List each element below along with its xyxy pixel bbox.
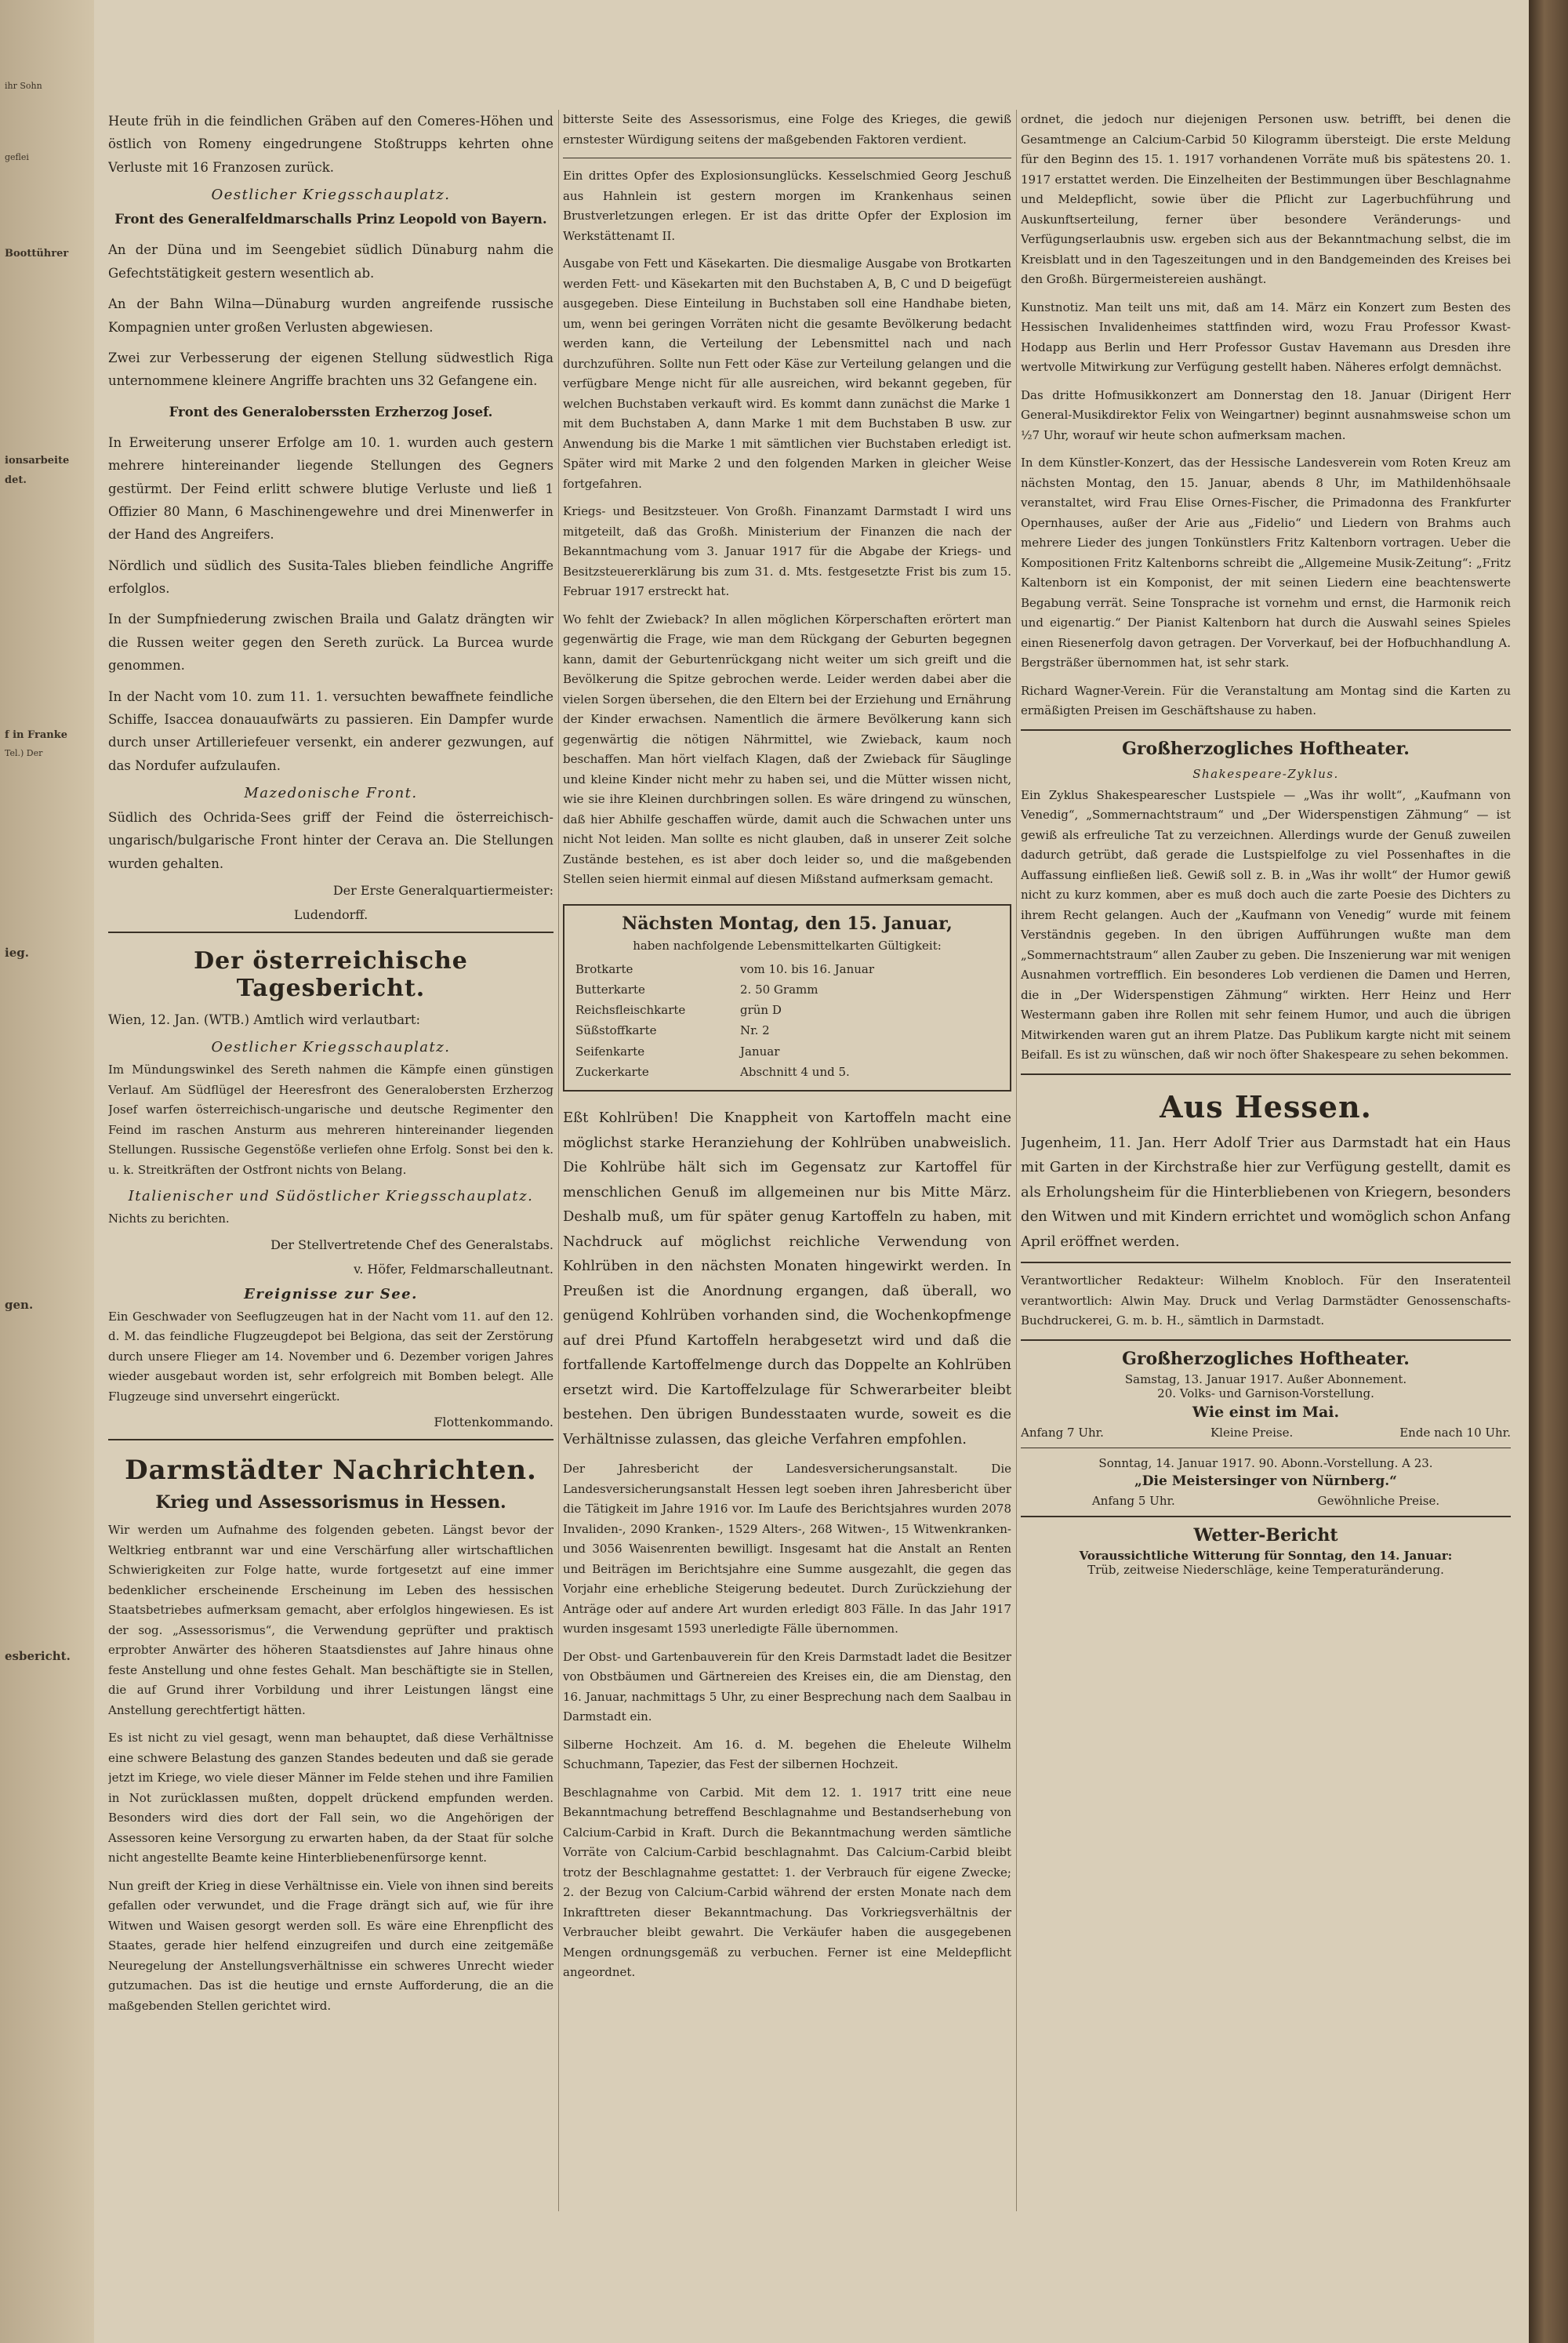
darmstadt-news-heading: Darmstädter Nachrichten. — [125, 1455, 537, 1487]
weather-forecast: Trüb, zeitweise Niederschläge, keine Temperaturänderung. — [1087, 1562, 1444, 1577]
article-text: Ein drittes Opfer des Explosionsunglücks. Kesselschmied Georg Jeschuß aus Hahnlein ist gestern morgen im Krankenhaus seinen Brustverletzungen erlegen. Er ist das dritte Opfer der Explosion im Werkstättenamt II. — [563, 169, 1011, 243]
ration-value: Januar — [740, 1044, 780, 1059]
section-heading: Shakespeare-Zyklus. — [1192, 766, 1339, 781]
divider — [1021, 1262, 1511, 1263]
divider — [108, 1439, 554, 1440]
newspaper-page — [94, 0, 1529, 2343]
program-date: Sonntag, 14. Januar 1917. 90. Abonn.-Vorstellung. A 23. — [1098, 1455, 1433, 1470]
ration-row — [575, 1041, 999, 1062]
ration-value: 2. 50 Gramm — [740, 982, 818, 997]
ration-value: vom 10. bis 16. Januar — [740, 961, 874, 976]
article-text: Wo fehlt der Zwieback? In allen möglichen Körperschaften erörtert man gegenwärtig die Frage, wie man dem Rückgang der Geburten begegnen kann, damit der Geburtenrückgang nicht weiter um sich greift und die Bevölkerung die Spitze gebrochen werde. Leider werden dabei aber die vielen Sorgen übersehen, die den Eltern bei der Erziehung und Ernährung der Kinder erwachsen. Namentlich die ärmere Bevölkerung kann sich gegenwärtig die nötigen Nährmittel, wie Zwieback, kaum noch beschaffen. Man hört vielfach Klagen, daß der Zwieback für Säuglinge und kleine Kinder nicht mehr zu haben sei, und die Mütter wissen nicht, wie sie ihre Kleinen durchbringen sollen. Es wäre dringend zu wünschen, daß hier Abhilfe geschaffen würde, damit auch die Schwachen unter uns nicht Not leiden. Man sollte es nicht glauben, daß in unserer Zeit solche Zustände bestehen, es ist aber doch leider so, und die maßgebenden Stellen seien hiermit einmal auf diesen Mißstand aufmerksam gemacht. — [563, 612, 1011, 886]
side-fragment: gen. — [5, 1297, 34, 1312]
ration-name: Zuckerkarte — [575, 1064, 649, 1079]
program-start: Anfang 5 Uhr. — [1091, 1493, 1175, 1508]
divider — [1021, 1339, 1511, 1341]
article-text: Wir werden um Aufnahme des folgenden gebeten. Längst bevor der Weltkrieg entbrannt war und eine Verschärfung aller wirtschaftlichen Schwierigkeiten zur Folge hatte, wurde fortgesetzt auf eine immer bedenklicher erscheinende Erscheinung im Leben des hessischen Staatsbetriebes aufmerksam gemacht, aber erfolglos hingewiesen. Es ist der sog. „Assessorismus“, die Verwendung geprüfter und praktisch erprobter Anwärter des höheren Staatsdienstes auf Jahre hinaus ohne feste Anstellung und ohne festes Gehalt. Man beschäftigte sie in Stellen, die auf Grund ihrer Vorbildung und ihrer Leistungen längst eine Anstellung gerechtfertigt hätten. — [108, 1523, 554, 1717]
article-text: Zwei zur Verbesserung der eigenen Stellung südwestlich Riga unternommene kleinere Angriffe brachten uns 32 Gefangene ein. — [108, 350, 554, 389]
column-1 — [108, 110, 554, 2227]
ration-value: grün D — [740, 1003, 782, 1017]
article-text: Nördlich und südlich des Susita-Tales blieben feindliche Angriffe erfolglos. — [108, 558, 554, 597]
program-prices: Gewöhnliche Preise. — [1317, 1493, 1440, 1508]
article-text: Nichts zu berichten. — [108, 1211, 230, 1226]
theater-heading: Großherzogliches Hoftheater. — [1122, 738, 1410, 759]
ration-row — [575, 1000, 999, 1020]
austrian-report-heading: Der österreichische Tagesbericht. — [194, 947, 468, 1003]
divider — [1021, 729, 1511, 731]
article-text: Ausgabe von Fett und Käsekarten. Die diesmalige Ausgabe von Brotkarten werden Fett- und Käsekarten mit den Buchstaben A, B, C und D beigefügt ausgegeben. Diese Einteilung in Buchstaben soll eine Handhabe bieten, um, wenn bei geringen Vorräten nicht die gesamte Bevölkerung bedacht werden kann, die Verteilung der Lebensmittel nach und nach durchzuführen. Sollte nun Fett oder Käse zur Verteilung gelangen und die verfügbare Menge nicht für alle ausreichen, wird bekannt gegeben, für welchen Buchstaben verkauft wird. Es kommt dann zunächst die Marke 1 mit dem Buchstaben A, dann Marke 1 mit dem Buchstaben B usw. zur Anwendung bis die Marke 1 mit sämtlichen vier Buchstaben erledigt ist. Später wird mit Marke 2 und den folgenden Marken in gleicher Weise fortgefahren. — [563, 256, 1011, 491]
article-text: Das dritte Hofmusikkonzert am Donnerstag den 18. Januar (Dirigent Herr General-Musikdirektor Felix von Weingartner) beginnt ausnahmsweise schon um ½7 Uhr, worauf wir heute schon aufmerksam machen. — [1021, 387, 1511, 442]
article-text: Im Mündungswinkel des Sereth nahmen die Kämpfe einen günstigen Verlauf. Am Südflügel der Heeresfront des Generalobersten Erzherzog Josef warfen österreichisch-ungarische und deutsche Regimenter den Feind im raschen Ansturm aus mehreren hintereinander liegenden Stellungen. Russische Gegenstöße verliefen ohne Erfolg. Sonst bei den k. u. k. Streitkräften der Ostfront nichts von Belang. — [108, 1063, 554, 1177]
article-text: Kunstnotiz. Man teilt uns mit, daß am 14. März ein Konzert zum Besten des Hessischen Invalidenheimes stattfinden wird, wozu Frau Professor Kwast-Hodapp aus Berlin und Herr Professor Gustav Havemann aus Dresden ihre wertvolle Mitwirkung zur Verfügung gestellt haben. Näheres erfolgt demnächst. — [1021, 300, 1511, 374]
program-end: Ende nach 10 Uhr. — [1399, 1425, 1511, 1440]
side-fragment: ihr Sohn — [5, 81, 42, 91]
side-fragment: esbericht. — [5, 1649, 71, 1664]
side-fragment: Boottührer — [5, 247, 69, 260]
signature: Der Stellvertretende Chef des Generalstabs. — [270, 1237, 554, 1252]
hessen-heading: Aus Hessen. — [1160, 1088, 1372, 1124]
section-heading: Oestlicher Kriegsschauplatz. — [211, 187, 451, 204]
article-text: Ein Geschwader von Seeflugzeugen hat in der Nacht vom 11. auf den 12. d. M. das feindliche Flugzeugdepot bei Belgiona, das seit der Zerstörung durch unsere Flieger am 14. November und 6. Dezember vorigen Jahres wieder ausgebaut worden ist, sehr erfolgreich mit Bomben belegt. Alle Flugzeuge sind unversehrt eingerückt. — [108, 1309, 554, 1404]
column-rule — [1016, 110, 1017, 2211]
signature: Flottenkommando. — [434, 1415, 554, 1430]
ration-name: Butterkarte — [575, 982, 645, 997]
column-3 — [1021, 110, 1511, 2227]
side-fragment: ionsarbeite — [5, 455, 70, 467]
program-start: Anfang 7 Uhr. — [1021, 1425, 1104, 1440]
section-heading: Ereignisse zur See. — [244, 1285, 418, 1302]
article-text: Silberne Hochzeit. Am 16. d. M. begehen die Eheleute Wilhelm Schuchmann, Tapezier, das Fest der silbernen Hochzeit. — [563, 1737, 1011, 1771]
article-heading: Krieg und Assessorismus in Hessen. — [155, 1492, 506, 1513]
divider — [1021, 1516, 1511, 1517]
ration-value: Abschnitt 4 und 5. — [740, 1064, 850, 1079]
weather-forecast-title: Voraussichtliche Witterung für Sonntag, den 14. Januar: — [1079, 1548, 1453, 1563]
signature: Ludendorff. — [293, 907, 368, 923]
ration-card-box — [563, 904, 1011, 1092]
article-text: In dem Künstler-Konzert, das der Hessische Landesverein vom Roten Kreuz am nächsten Montag, den 15. Januar, abends 8 Uhr, im Mathildenhöhsaale veranstaltet, wird Frau Elise Ornes-Fischer, die Primadonna des Frankfurter Opernhauses, außer der Arie aus „Fidelio“ und Liedern von Brahms auch mehrere Lieder des jungen Tonkünstlers Fritz Kaltenborn vortragen. Ueber die Kompositionen Fritz Kaltenborns schreibt die „Allgemeine Musik-Zeitung“: „Fritz Kaltenborn ist ein Komponist, der mit seinen Liedern eine beachtenswerte Begabung verrät. Seine Tonsprache ist vornehm und ernst, die Harmonik reich und eigenartig.“ Der Pianist Kaltenborn hat durch die Auswahl seines Spieles einen Riesenerfolg davon getragen. Der Vorverkauf, bei der Hofbuchhandlung A. Bergsträßer übernommen hat, ist sehr stark. — [1021, 456, 1511, 670]
section-heading: Italienischer und Südöstlicher Kriegsschauplatz. — [128, 1188, 534, 1205]
program-play: „Die Meistersinger von Nürnberg.“ — [1134, 1473, 1397, 1489]
program-subtitle: 20. Volks- und Garnison-Vorstellung. — [1157, 1386, 1374, 1400]
ration-row — [575, 979, 999, 1000]
binding-right — [1529, 0, 1568, 2343]
program-date: Samstag, 13. Januar 1917. Außer Abonnement. — [1124, 1371, 1407, 1386]
article-text: Jugenheim, 11. Jan. Herr Adolf Trier aus Darmstadt hat ein Haus mit Garten in der Kirchstraße hier zur Verfügung gestellt, damit es als Erholungsheim für die Hinterbliebenen von Kriegern, besonders den Witwen und mit Kindern errichtet und womöglich schon Anfang April eröffnet werden. — [1021, 1134, 1511, 1250]
program-play: Wie einst im Mai. — [1192, 1403, 1340, 1421]
article-text: ordnet, die jedoch nur diejenigen Personen usw. betrifft, bei denen die Gesamtmenge an Calcium-Carbid 50 Kilogramm übersteigt. Die erste Meldung für den Beginn des 15. 1. 1917 vorhandenen Vorräte muß bis spätestens 20. 1. 1917 erstattet werden. Die Einzelheiten der Bestimmungen über Beschlagnahme und Meldepflicht, sowie über die Pflicht zur Lagerbuchführung und Auskunftserteilung, ferner über besondere Veränderungs- und Verfügungserlaubnis usw. ergeben sich aus der Bekanntmachung selbst, die im Kreisblatt und in den Tageszeitungen und in den Bandgemeinden des Kreises bei den Großh. Bürgermeistereien aushängt. — [1021, 112, 1511, 286]
divider — [108, 932, 554, 933]
article-text: Kriegs- und Besitzsteuer. Von Großh. Finanzamt Darmstadt I wird uns mitgeteilt, daß das Großh. Ministerium der Finanzen die nach der Bekanntmachung vom 3. Januar 1917 für die Abgabe der Kriegs- und Besitzsteuererklärung bis zum 31. d. Mts. festgesetzte Frist bis zum 15. Februar 1917 erstreckt hat. — [563, 504, 1011, 598]
ration-row — [575, 1020, 999, 1041]
article-text: Südlich des Ochrida-Sees griff der Feind die österreichisch-ungarisch/bulgarische Front hinter der Cerava an. Die Stellungen wurden gehalten. — [108, 809, 554, 871]
column-rule — [558, 110, 559, 2211]
article-text: In Erweiterung unserer Erfolge am 10. 1. wurden auch gestern mehrere hintereinander liegende Stellungen des Gegners gestürmt. Der Feind erlitt schwere blutige Verluste und ließ 1 Offizier 80 Mann, 6 Maschinengewehre und drei Minenwerfer in der Hand des Angreifers. — [108, 434, 554, 543]
ration-name: Brotkarte — [575, 961, 633, 976]
article-text: In der Sumpfniederung zwischen Braila und Galatz drängten wir die Russen weiter gegen den Sereth zurück. La Burcea wurde genommen. — [108, 612, 554, 674]
section-heading: Mazedonische Front. — [244, 784, 418, 801]
side-fragment: det. — [5, 474, 27, 487]
ration-name: Süßstoffkarte — [575, 1023, 657, 1038]
article-text: Der Jahresbericht der Landesversicherungsanstalt. Die Landesversicherungsanstalt Hessen legt soeben ihren Jahresbericht über die Tätigkeit im Jahre 1916 vor. Im Laufe des Berichtsjahres wurden 2078 Invaliden-, 2090 Kranken-, 1529 Alters-, 268 Witwen-, 15 Witwenkranken- und 3056 Waisenrenten bewilligt. Insgesamt hat die Anstalt an Renten und Beiträgen im Berichtsjahre eine Summe ausgezahlt, die gegen das Vorjahr eine erhebliche Steigerung bedeutet. Durch Zurückziehung der Anträge oder auf andere Art wurden erledigt 803 Fälle. In das Jahr 1917 wurden insgesamt 1593 unerledigte Fälle übernommen. — [563, 1462, 1011, 1636]
box-subtitle: haben nachfolgende Lebensmittelkarten Gültigkeit: — [633, 938, 942, 953]
box-title: Nächsten Montag, den 15. Januar, — [622, 913, 953, 934]
article-text: In der Nacht vom 10. zum 11. 1. versuchten bewaffnete feindliche Schiffe, Isaccea donauaufwärts zu passieren. Ein Dampfer wurde durch unser Artilleriefeuer versenkt, ein anderer gezwungen, auf das Nordufer aufzulaufen. — [108, 688, 554, 773]
ration-name: Reichsfleischkarte — [575, 1003, 686, 1017]
ration-name: Seifenkarte — [575, 1044, 645, 1059]
ration-row — [575, 959, 999, 979]
article-text: Heute früh in die feindlichen Gräben auf den Comeres-Höhen und östlich von Romeny eingedrungene Stoßtrupps kehrten ohne Verluste mit 16 Franzosen zurück. — [108, 114, 554, 175]
article-text: Nun greift der Krieg in diese Verhältnisse ein. Viele von ihnen sind bereits gefallen oder verwundet, und die Frage drängt sich auf, wie für ihre Witwen und Waisen gesorgt werden soll. Es wäre eine Ehrenpflicht des Staates, gerade hier helfend einzugreifen und durch eine zeitgemäße Neuregelung der Anstellungsverhältnisse ein schweres Unrecht wieder gutzumachen. Das ist die heutige und ernste Aufforderung, die an die maßgebenden Stellen gerichtet wird. — [108, 1878, 554, 2013]
article-text: An der Düna und im Seengebiet südlich Dünaburg nahm die Gefechtstätigkeit gestern wesentlich ab. — [108, 242, 554, 281]
article-text: Richard Wagner-Verein. Für die Veranstaltung am Montag sind die Karten zu ermäßigten Preisen im Geschäftshause zu haben. — [1021, 683, 1511, 717]
side-fragment: ieg. — [5, 946, 29, 961]
signature: v. Höfer, Feldmarschalleutnant. — [354, 1261, 554, 1277]
ration-value: Nr. 2 — [740, 1023, 770, 1038]
section-heading: Oestlicher Kriegsschauplatz. — [211, 1039, 451, 1056]
side-fragment: geflei — [5, 151, 29, 162]
article-text: Der Obst- und Gartenbauverein für den Kreis Darmstadt ladet die Besitzer von Obstbäumen und Gärtnereien des Kreises ein, die am Dienstag, den 16. Januar, nachmittags 5 Uhr, zu einer Besprechung nach dem Saalbau in Darmstadt ein. — [563, 1649, 1011, 1724]
weather-heading: Wetter-Bericht — [1193, 1524, 1338, 1546]
front-heading: Front des Generaloberssten Erzherzog Josef. — [169, 404, 493, 420]
program-times — [1021, 1426, 1511, 1440]
program-prices: Kleine Preise. — [1210, 1425, 1294, 1440]
signature: Der Erste Generalquartiermeister: — [332, 883, 554, 899]
side-fragment: Tel.) Der — [5, 747, 43, 758]
article-text: Ein Zyklus Shakespearescher Lustspiele — „Was ihr wollt“, „Kaufmann von Venedig“, „Sommernachtstraum“ und „Der Widerspenstigen Zähmung“ — ist gewiß als erfreuliche Tat zu verzeichnen. Allerdings wurde der Genuß zuweilen dadurch getrübt, daß gerade die Lustspielfolge zu viel Possenhaftes in die Auffassung einfließen ließ. Gewiß soll z. B. in „Was ihr wollt“ der Humor gewiß nicht zu kurz kommen, aber es muß doch auch die zarte Poesie des Dichters zu ihrem Recht gelangen. Auch der „Kaufmann von Venedig“ wurde mit feinem Verständnis gegeben. In den übrigen Aufführungen wußte man dem „Sommernachtstraum“ allen Zauber zu geben. Die Inszenierung war mit wenigen Ausnahmen vortrefflich. Ein besonderes Lob verdienen die Damen und Herren, die in „Der Widerspenstigen Zähmung“ wirkten. Herr Heinz und Herr Westermann gaben ihre Rollen mit sehr feinem Humor, und auch die übrigen Mitwirkenden waren gut an ihrem Platze. Das Publikum kargte nicht mit seinem Beifall. Es ist zu wünschen, daß wir noch öfter Shakespeare zu sehen bekommen. — [1021, 787, 1511, 1062]
ration-row — [575, 1062, 999, 1082]
side-fragment: f in Franke — [5, 728, 68, 741]
article-text: Beschlagnahme von Carbid. Mit dem 12. 1. 1917 tritt eine neue Bekanntmachung betreffend Beschlagnahme und Bestandserhebung von Calcium-Carbid in Kraft. Durch die Bekanntmachung werden sämtliche Vorräte von Calcium-Carbid beschlagnahmt. Das Calcium-Carbid bleibt trotz der Beschlagnahme gestattet: 1. der Verbrauch für eigene Zwecke; 2. der Bezug von Calcium-Carbid während der ersten Monate nach dem Inkrafttreten dieser Bekanntmachung. Das Vorkriegsverhältnis der Verbraucher bleibt gewahrt. Die Verkäufer haben die ausgegebenen Mengen ordnungsgemäß zu verbuchen. Ferner ist eine Meldepflicht angeordnet. — [563, 1785, 1011, 1979]
article-text: bitterste Seite des Assessorismus, eine Folge des Krieges, die gewiß ernstester Würdigung seitens der maßgebenden Faktoren verdient. — [563, 112, 1011, 147]
theater-program-heading: Großherzogliches Hoftheater. — [1122, 1348, 1410, 1369]
program-times — [1021, 1494, 1511, 1508]
article-text: An der Bahn Wilna—Dünaburg wurden angreifende russische Kompagnien unter großen Verlusten abgewiesen. — [108, 296, 554, 335]
front-heading: Front des Generalfeldmarschalls Prinz Leopold von Bayern. — [114, 212, 547, 227]
column-2 — [563, 110, 1011, 2227]
imprint: Verantwortlicher Redakteur: Wilhelm Knobloch. Für den Inseratenteil verantwortlich: Alwin May. Druck und Verlag Darmstädter Genossenschafts-Buchdruckerei, G. m. b. H., sämtlich in Darmstadt. — [1021, 1273, 1511, 1328]
divider — [1021, 1073, 1511, 1075]
previous-page-edge — [0, 78, 94, 2274]
article-text: Es ist nicht zu viel gesagt, wenn man behauptet, daß diese Verhältnisse eine schwere Belastung des ganzen Standes bedeuten und daß sie gerade jetzt im Kriege, wo viele dieser Männer im Felde stehen und ihre Familien in Not zurücklassen mußten, doppelt drückend empfunden werden. Besonders wird dies dort der Fall sein, wo die Angehörigen der Assessoren keine Versorgung zu erwarten haben, da der Staat für solche nicht angestellte Beamte keine Hinterbliebenenfürsorge kennt. — [108, 1731, 554, 1865]
article-text: Eßt Kohlrüben! Die Knappheit von Kartoffeln macht eine möglichst starke Heranziehung der Kohlrüben unabweislich. Die Kohlrübe hält sich im Gegensatz zur Kartoffel für menschlichen Genuß im allgemeinen nur bis Mitte März. Deshalb muß, um für später genug Kartoffeln zu haben, mit Nachdruck auf möglichst reichliche Verwendung von Kohlrüben in den nächsten Monaten hingewirkt werden. In Preußen ist die Anordnung ergangen, daß überall, wo genügend Kohlrüben vorhanden sind, die Wochenkopfmenge auf drei Pfund Kartoffeln herabgesetzt wird und daß die fortfallende Kartoffelmenge durch das Doppelte an Kohlrüben ersetzt wird. Die Kartoffelzulage für Schwerarbeiter bleibt bestehen. Den übrigen Bundesstaaten wurde, soweit es die Verhältnisse zulassen, das gleiche Verfahren empfohlen. — [563, 1110, 1011, 1448]
dateline: Wien, 12. Jan. (WTB.) Amtlich wird verlautbart: — [108, 1012, 421, 1028]
